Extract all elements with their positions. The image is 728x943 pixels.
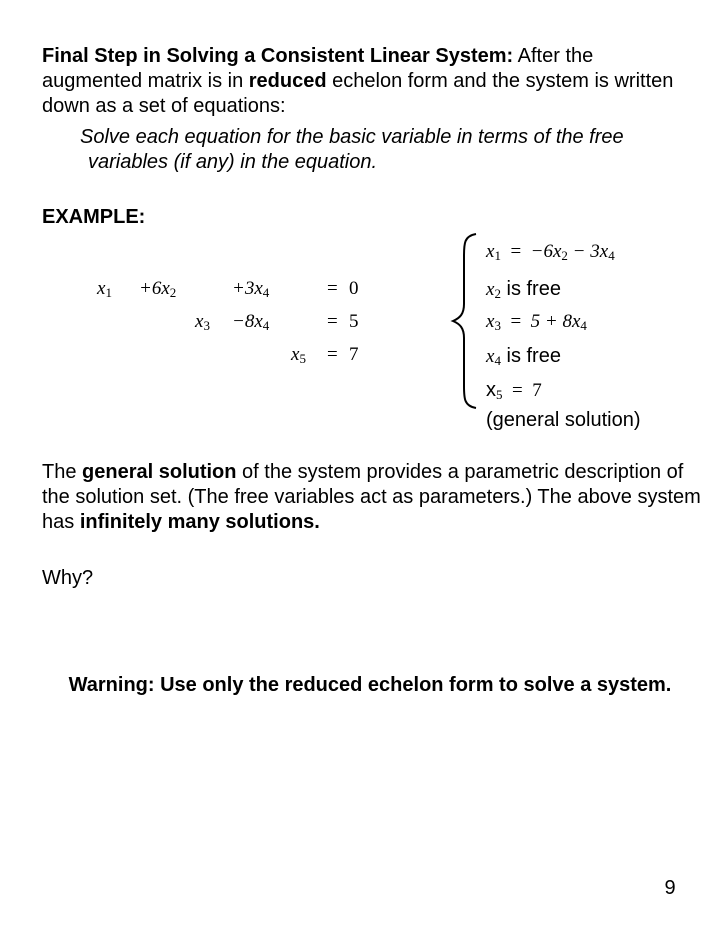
system-row2-equals: =: [327, 311, 338, 332]
warning-text: Warning: Use only the reduced echelon form to solve a system.: [68, 674, 672, 696]
instruction-line-2: variables (if any) in the equation.: [88, 151, 378, 173]
system-row1-term3: $+3x_4$: [232, 278, 270, 300]
page-number: 9: [664, 877, 676, 899]
general-solution-paragraph: [42, 460, 702, 535]
system-row2-term2: $-8x_4$: [232, 311, 270, 333]
solution-caption: (general solution): [486, 409, 641, 431]
para-text-1: The: [42, 461, 83, 483]
system-row1-term1: $x_1$: [97, 278, 112, 300]
para-text-2: of the system provides a parametric description of the solution set. (The free variables act as parameters.) The above system has: [42, 461, 701, 533]
para-bold-1: general solution: [82, 461, 237, 483]
solution-row2: $x_2$ is free: [486, 278, 561, 301]
intro-paragraph: [42, 44, 692, 119]
intro-heading: Final Step in Solving a Consistent Linear System:: [42, 45, 514, 67]
instruction-text: [80, 125, 690, 175]
system-row1-equals: =: [327, 278, 338, 299]
system-row1-term2: $+6x_2$: [139, 278, 177, 300]
system-row1-rhs: 0: [349, 278, 359, 299]
para-bold-2: infinitely many solutions.: [79, 511, 320, 533]
system-row2-rhs: 5: [349, 311, 359, 332]
system-row3-rhs: 7: [349, 344, 359, 365]
system-row2-term1: $x_3$: [195, 311, 210, 333]
example-label: EXAMPLE:: [42, 206, 146, 228]
solution-row3: $x_3 = 5 + 8x_4$: [486, 311, 587, 333]
intro-bold-word: reduced: [248, 70, 327, 92]
intro-text-before: After the augmented matrix is in: [42, 45, 594, 92]
solution-row5: $x_5 = 7$: [486, 379, 542, 402]
why-question: Why?: [42, 567, 94, 589]
instruction-line-1: Solve each equation for the basic variable in terms of the free: [80, 126, 624, 148]
intro-text-after: echelon form and the system is written down as a set of equations:: [42, 70, 674, 117]
left-brace-icon: [450, 232, 480, 410]
system-row3-equals: =: [327, 344, 338, 365]
solution-row1: $x_1 = -6x_2 - 3x_4$: [486, 241, 615, 263]
system-row3-term1: $x_5$: [291, 344, 306, 366]
solution-row4: $x_4$ is free: [486, 345, 561, 368]
